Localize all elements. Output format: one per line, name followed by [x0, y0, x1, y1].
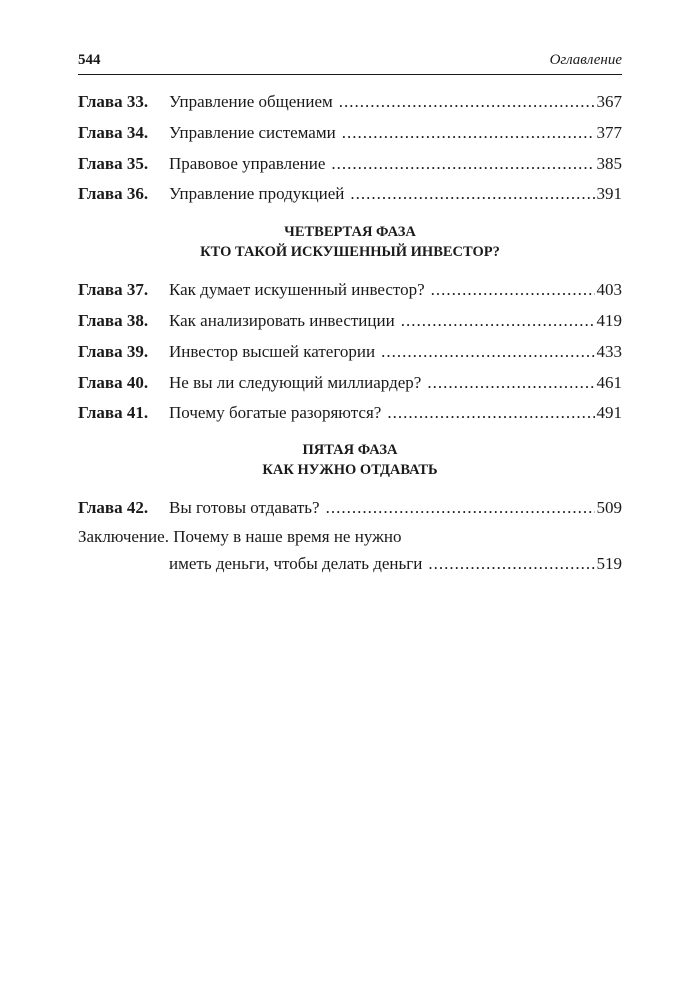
dot-leader — [326, 493, 595, 524]
chapter-page-number: 367 — [596, 92, 622, 111]
chapter-number: Глава 35. — [78, 153, 149, 173]
chapter-number: Глава 41. — [78, 403, 149, 423]
toc-entry[interactable] — [78, 87, 622, 118]
chapter-page-number: 385 — [596, 153, 622, 173]
chapter-page-number: 403 — [596, 280, 622, 300]
dot-leader — [381, 337, 594, 368]
toc-entry[interactable] — [78, 306, 622, 337]
conclusion-page-number: 519 — [596, 553, 622, 573]
toc-entry[interactable] — [78, 118, 622, 149]
toc-page — [78, 52, 622, 578]
conclusion-title-line-1: Заключение. Почему в наше время не нужно — [78, 526, 402, 546]
toc-entry[interactable] — [78, 149, 622, 180]
running-head — [78, 52, 622, 75]
chapter-title: Управление общением — [169, 92, 333, 111]
dot-leader — [339, 87, 595, 118]
phase-5-label: ПЯТАЯ ФАЗА — [302, 442, 398, 459]
chapter-number: Глава 33. — [78, 92, 149, 111]
toc-entry[interactable] — [78, 493, 622, 524]
dot-leader — [428, 550, 594, 578]
toc-entry-conclusion[interactable] — [78, 524, 622, 578]
page-number: 544 — [78, 52, 101, 68]
running-head-title: Оглавление — [549, 52, 622, 68]
toc-group-1 — [78, 87, 622, 210]
toc-entry[interactable] — [78, 398, 622, 429]
chapter-number: Глава 40. — [78, 372, 149, 392]
toc-group-3 — [78, 493, 622, 524]
toc-entry[interactable] — [78, 275, 622, 306]
toc-group-2 — [78, 275, 622, 429]
chapter-title: Инвестор высшей категории — [169, 341, 376, 361]
phase-4-title: КТО ТАКОЙ ИСКУШЕННЫЙ ИНВЕСТОР? — [200, 244, 500, 261]
chapter-page-number: 509 — [596, 498, 622, 518]
chapter-title: Вы готовы отдавать? — [169, 498, 320, 518]
section-heading-phase-5 — [78, 440, 622, 480]
chapter-title: Правовое управление — [169, 153, 326, 173]
chapter-number: Глава 37. — [78, 280, 149, 300]
chapter-title: Как анализировать инвестиции — [169, 310, 395, 330]
chapter-title: Управление продукцией — [169, 184, 345, 204]
dot-leader — [350, 179, 594, 210]
conclusion-title-line-2: иметь деньги, чтобы делать деньги — [169, 553, 423, 573]
chapter-title: Не вы ли следующий миллиардер? — [169, 372, 422, 392]
toc-entry[interactable] — [78, 368, 622, 399]
dot-leader — [342, 118, 595, 149]
dot-leader — [387, 398, 594, 429]
dot-leader — [427, 368, 594, 399]
chapter-number: Глава 42. — [78, 498, 149, 518]
dot-leader — [431, 275, 595, 306]
chapter-page-number: 377 — [596, 122, 622, 142]
chapter-page-number: 433 — [596, 341, 622, 361]
chapter-page-number: 491 — [596, 403, 622, 423]
chapter-page-number: 391 — [596, 184, 622, 204]
chapter-number: Глава 39. — [78, 341, 149, 361]
dot-leader — [401, 306, 595, 337]
chapter-number: Глава 34. — [78, 122, 149, 142]
phase-5-title: КАК НУЖНО ОТДАВАТЬ — [262, 462, 438, 479]
chapter-number: Глава 36. — [78, 184, 149, 204]
toc-entry[interactable] — [78, 179, 622, 210]
phase-4-label: ЧЕТВЕРТАЯ ФАЗА — [284, 224, 416, 241]
section-heading-phase-4 — [78, 222, 622, 262]
chapter-title: Как думает искушенный инвестор? — [169, 280, 425, 300]
chapter-page-number: 419 — [596, 310, 622, 330]
chapter-number: Глава 38. — [78, 310, 149, 330]
table-of-contents — [78, 87, 622, 578]
chapter-page-number: 461 — [596, 372, 622, 392]
dot-leader — [331, 149, 594, 180]
toc-entry[interactable] — [78, 337, 622, 368]
chapter-title: Почему богатые разоряются? — [169, 403, 382, 423]
chapter-title: Управление системами — [169, 122, 336, 142]
